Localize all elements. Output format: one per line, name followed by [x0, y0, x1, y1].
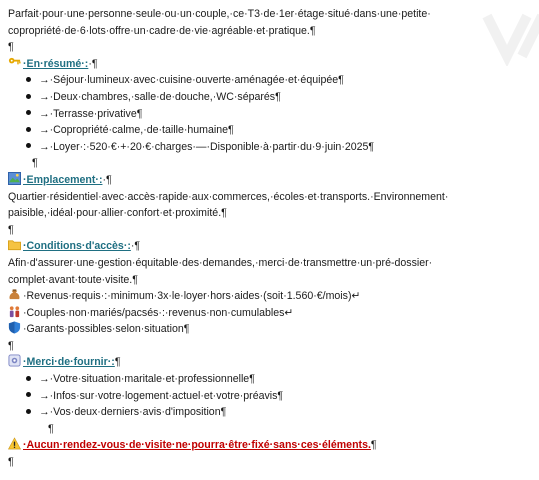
merci-title: ·Merci·de·fournir·:: [23, 356, 115, 369]
conditions-line-1: Afin·d'assurer·une·gestion·équitable·des·demandes,·merci·de·transmettre·un·pré-dossier·: [8, 256, 433, 269]
warning-text: ·Aucun·rendez-vous·de·visite·ne·pourra·être·fixé·sans·ces·éléments.: [23, 439, 371, 452]
emplacement-heading: ·Emplacement·:·¶: [8, 172, 532, 189]
pilcrow: ¶: [8, 456, 14, 469]
shield-icon: [8, 321, 21, 334]
merci-item: →·Infos·sur·votre·logement·actuel·et·votre·préavis¶: [8, 388, 532, 405]
resume-heading: ·En·résumé·:·¶: [8, 56, 532, 73]
emplacement-line-1: Quartier·résidentiel·avec·accès·rapide·aux·commerces,·écoles·et·transports.·Environnement·: [8, 190, 449, 203]
pilcrow: ¶: [48, 422, 54, 435]
map-icon: [8, 172, 21, 185]
warning-icon: [8, 437, 21, 450]
resume-item: →·Séjour·lumineux·avec·cuisine·ouverte·aménagée·et·équipée¶: [8, 72, 532, 89]
resume-item: →·Terrasse·privative¶: [8, 106, 532, 123]
pilcrow: ¶: [8, 223, 14, 236]
money-bag-icon: [8, 288, 21, 301]
emplacement-line-2: paisible,·idéal·pour·allier·confort·et·proximité.¶: [8, 207, 227, 220]
conditions-title: ·Conditions·d'accès·:: [23, 240, 131, 253]
pilcrow: ¶: [8, 41, 14, 54]
people-icon: [8, 305, 21, 318]
conditions-heading: ·Conditions·d'accès·:·¶: [8, 238, 532, 255]
condition-point: ·Couples·non·mariés/pacsés·:·revenus·non·cumulables↵: [8, 305, 532, 322]
resume-item: →·Deux·chambres,·salle·de·douche,·WC·séparés¶: [8, 89, 532, 106]
intro-line-2: copropriété·de·6·lots·offre·un·cadre·de·vie·agréable·et·pratique.¶: [8, 24, 316, 37]
merci-item: →·Vos·deux·derniers·avis·d'imposition¶: [8, 404, 532, 421]
pilcrow: ¶: [32, 157, 38, 170]
resume-title: ·En·résumé·:: [23, 57, 89, 70]
folder-icon: [8, 238, 21, 251]
emplacement-title: ·Emplacement·:: [23, 173, 103, 186]
merci-item: →·Votre·situation·maritale·et·professionnelle¶: [8, 371, 532, 388]
intro-line-1: Parfait·pour·une·personne·seule·ou·un·couple,·ce·T3·de·1er·étage·situé·dans·une·petite·: [8, 8, 431, 20]
resume-item: →·Loyer·:·520·€·+·20·€·charges·—·Disponible·à·partir·du·9·juin·2025¶: [8, 139, 532, 156]
resume-item: →·Copropriété·calme,·de·taille·humaine¶: [8, 122, 532, 139]
pilcrow: ¶: [8, 339, 14, 352]
key-icon: [8, 56, 21, 69]
condition-point: ·Garants·possibles·selon·situation¶: [8, 321, 532, 338]
conditions-line-2: complet·avant·toute·visite.¶: [8, 273, 138, 286]
warning-line: ·Aucun·rendez-vous·de·visite·ne·pourra·être·fixé·sans·ces·éléments.¶: [8, 437, 532, 454]
condition-point: ·Revenus·requis·:·minimum·3x·le·loyer·hors·aides·(soit·1.560·€/mois)↵: [8, 288, 532, 305]
merci-heading: ·Merci·de·fournir·:¶: [8, 354, 532, 371]
document-body: [8, 6, 532, 471]
memo-icon: [8, 354, 21, 367]
